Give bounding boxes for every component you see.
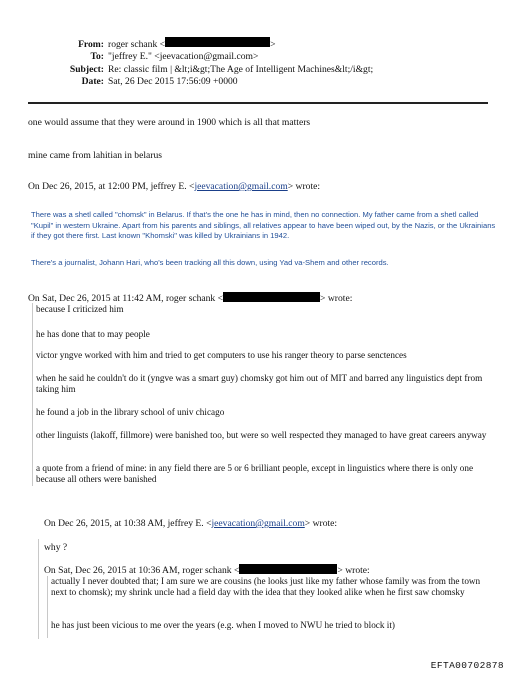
from-value: roger schank <	[108, 39, 166, 50]
subject-label: Subject:	[69, 63, 104, 75]
quote4-attr-prefix: On Sat, Dec 26, 2015 at 10:36 AM, roger schank <	[44, 565, 240, 576]
date-value: Sat, 26 Dec 2015 17:56:09 +0000	[108, 75, 238, 87]
from-label: From:	[78, 39, 104, 50]
quote3-attribution	[44, 518, 337, 530]
quote4-paragraph-1: actually I never doubted that; I am sure we are cousins (he looks just like my father whose family was from the town next to chomsk); my shrink uncle had a field day with the idea that they looked alike when he first saw chomsky	[51, 576, 481, 598]
to-row	[0, 51, 512, 63]
date-row	[0, 76, 512, 88]
quote3-line: why ?	[44, 542, 68, 553]
date-label: Date:	[81, 75, 104, 87]
quote2-line: a quote from a friend of mine: in any field there are 5 or 6 brilliant people, except in linguistics where there is only one because all others were banished	[36, 463, 474, 485]
quote1-paragraph-1: There was a shetl called "chomsk" in Belarus. If that's the one he has in mind, then no connection. My father came from a shetl called "Kupil" in western Ukraine. Apart from his parents and siblings, all relatives appear to have been wiped out, by the Nazis, or the Ukrainians if they got there first. Last known "Khomski" was killed by Ukrainians in 1942.	[31, 210, 496, 241]
redaction-bar	[165, 37, 270, 47]
to-label: To:	[90, 51, 104, 63]
quote3-email-link[interactable]: jeevacation@gmail.com	[211, 518, 305, 529]
email-header	[0, 37, 512, 88]
redaction-bar	[223, 292, 320, 302]
document-id: EFTA00702878	[430, 660, 504, 671]
quote1-attr-prefix: On Dec 26, 2015, at 12:00 PM, jeffrey E. <	[28, 181, 195, 192]
redaction-bar	[239, 564, 337, 574]
body-line-1: one would assume that they were around in 1900 which is all that matters	[28, 117, 311, 128]
quote2-line: victor yngve worked with him and tried to get computers to use his ranger theory to parse senctences	[36, 350, 407, 360]
to-value: "jeffrey E." <jeevacation@gmail.com>	[108, 51, 259, 63]
quote2-attr-prefix: On Sat, Dec 26, 2015 at 11:42 AM, roger schank <	[28, 293, 224, 304]
quote3-attr-prefix: On Dec 26, 2015, at 10:38 AM, jeffrey E. <	[44, 518, 212, 529]
from-row	[0, 37, 512, 51]
quote1-email-link[interactable]: jeevacation@gmail.com	[194, 181, 288, 192]
header-divider	[28, 102, 488, 104]
quote1-attribution	[28, 181, 320, 193]
from-tail: >	[270, 39, 276, 50]
quote2-line: other linguists (lakoff, fillmore) were banished too, but were so well respected they managed to have great careers anyway	[36, 430, 487, 440]
quote1-paragraph-2: There's a journalist, Johann Hari, who's been tracking all this down, using Yad va-Shem and other records.	[31, 258, 389, 267]
quote3-attr-suffix: > wrote:	[304, 518, 338, 529]
subject-row	[0, 64, 512, 76]
quote2-line: when he said he couldn't do it (yngve was a smart guy) chomsky got him out of MIT and barred any linguistics dept from taking him	[36, 373, 483, 395]
quote2-line: he found a job in the library school of univ chicago	[36, 407, 225, 417]
quote4-attr-suffix: > wrote:	[337, 565, 370, 576]
body-line-2: mine came from lahitian in belarus	[28, 150, 162, 161]
quote2-line: he has done that to may people	[36, 329, 150, 339]
quote1-attr-suffix: > wrote:	[287, 181, 321, 192]
quote2-line: because I criticized him	[36, 304, 124, 314]
subject-value: Re: classic film | &lt;i&gt;The Age of Intelligent Machines&lt;/i&gt;	[108, 63, 374, 75]
quote2-attr-suffix: > wrote:	[320, 293, 353, 304]
quote4-paragraph-2: he has just been vicious to me over the years (e.g. when I moved to NWU he tried to block it)	[51, 620, 395, 630]
